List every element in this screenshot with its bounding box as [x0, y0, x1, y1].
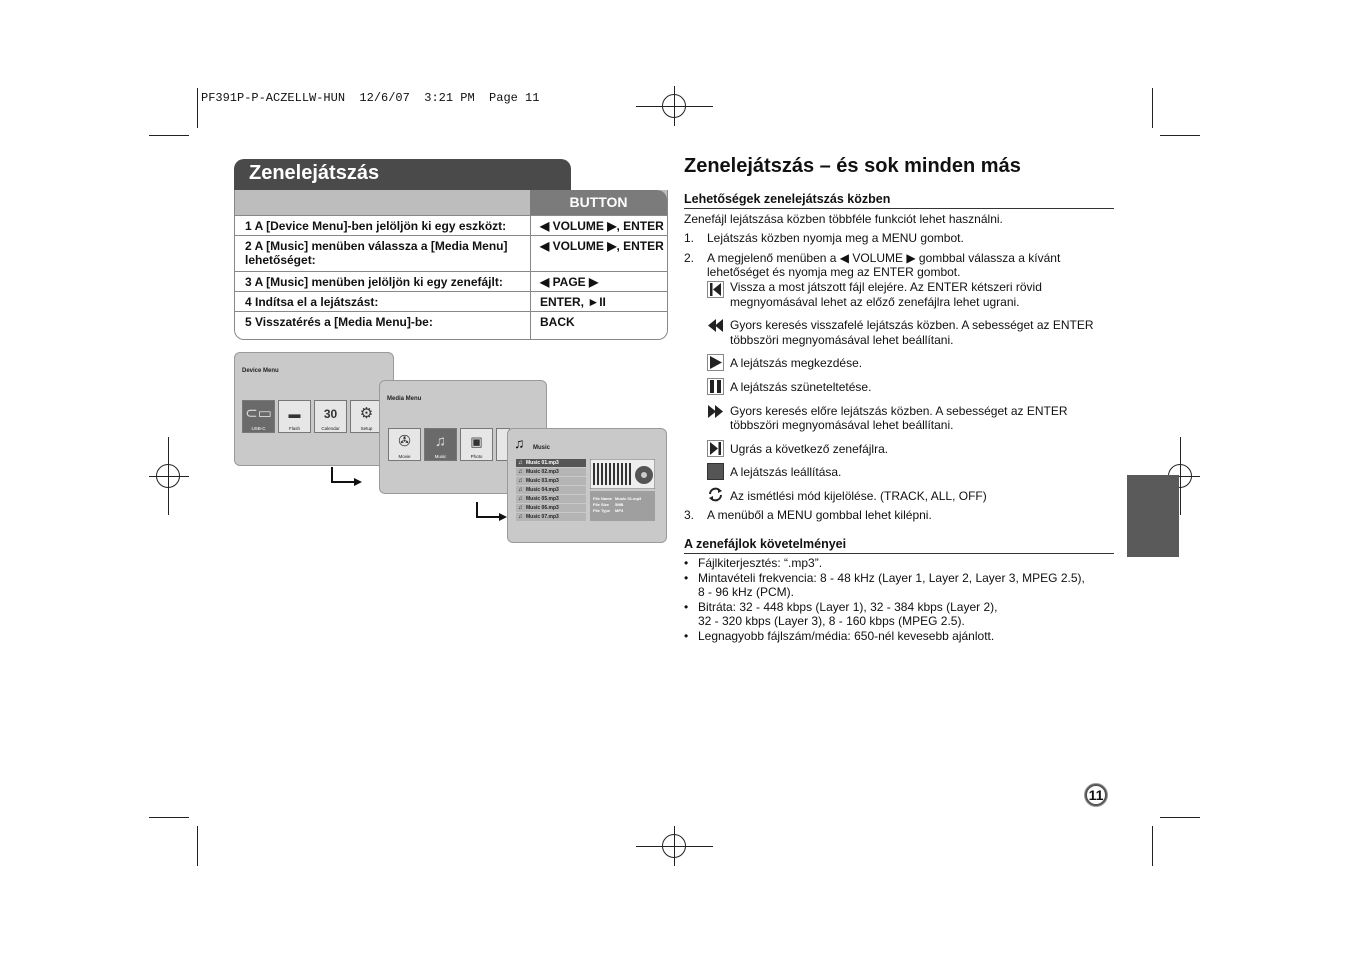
list-item[interactable]: ♫ Music 02.mp3 [516, 468, 586, 476]
table-row: 4 Indítsa el a lejátszást: ENTER, ►II [235, 291, 667, 312]
subheading-requirements: A zenefájlok követelményei [684, 537, 1114, 554]
device-menu-screen [234, 352, 394, 466]
section-title: Zenelejátszás [249, 162, 380, 184]
table-header [235, 190, 667, 215]
page-number: 11 [1085, 784, 1107, 806]
language-tab [1127, 475, 1179, 557]
media-menu-title: Media Menu [387, 396, 422, 402]
movie-reel-icon: ✇ Movie [388, 428, 421, 461]
file-info-panel: File Name Music 01.mp3 File Size 5MB File Type MP3 [590, 491, 655, 521]
step-2-text: A megjelenő menüben a ◀ VOLUME ▶ gombbal válassza a kívánt [707, 251, 1061, 265]
table-row: 2 A [Music] menüben válassza a [Media Menu] lehetőséget: ◀ VOLUME ▶, ENTER [235, 235, 667, 271]
intro-text: Zenefájl lejátszása közben többféle funkciót lehet használni. [684, 212, 1003, 226]
button-column-header: BUTTON [530, 190, 667, 215]
skip-back-icon [707, 281, 724, 298]
table-row: 5 Visszatérés a [Media Menu]-be: BACK [235, 311, 667, 340]
list-item: Fájlkiterjesztés: “.mp3”. [698, 556, 823, 570]
play-icon [707, 354, 724, 371]
rewind-icon [707, 317, 724, 334]
page-title: Zenelejátszás – és sok minden más [684, 155, 1021, 177]
step-3-text: A menüből a MENU gombbal lehet kilépni. [707, 508, 932, 522]
list-item: Mintavételi frekvencia: 8 - 48 kHz (Layer 1, Layer 2, Layer 3, MPEG 2.5), [698, 571, 1085, 585]
music-note-icon: ♫ Music [424, 428, 457, 461]
music-screen [507, 428, 667, 543]
repeat-icon [707, 486, 724, 503]
music-file-list [516, 459, 586, 522]
skip-forward-icon [707, 440, 724, 457]
step-1-text: Lejátszás közben nyomja meg a MENU gombot. [707, 231, 964, 245]
list-item[interactable]: ♫ Music 03.mp3 [516, 477, 586, 485]
list-item: Legnagyobb fájlszám/média: 650-nél kevesebb ajánlott. [698, 629, 995, 643]
calendar-icon: 30 Calendar [314, 400, 347, 433]
arrow-icon [471, 500, 511, 522]
list-item: Bitráta: 32 - 448 kbps (Layer 1), 32 - 384 kbps (Layer 2), [698, 600, 998, 614]
flash-card-icon: ▬ Flash [278, 400, 311, 433]
list-item[interactable]: ♫ Music 04.mp3 [516, 486, 586, 494]
fast-forward-icon [707, 403, 724, 420]
photo-icon: ▣ Photo [460, 428, 493, 461]
list-item[interactable]: ♫ Music 05.mp3 [516, 495, 586, 503]
music-note-icon: ♫ [514, 435, 525, 451]
table-row: 1 A [Device Menu]-ben jelöljön ki egy eszközt: ◀ VOLUME ▶, ENTER [235, 215, 667, 236]
device-menu-title: Device Menu [242, 368, 279, 374]
list-item[interactable]: ♫ Music 01.mp3 [516, 459, 586, 467]
list-item[interactable]: ♫ Music 07.mp3 [516, 513, 586, 521]
arrow-icon [326, 465, 366, 487]
music-title: Music [533, 445, 551, 451]
equalizer-icon [590, 459, 655, 489]
usb-icon: ⊂▭ USB-C [242, 400, 275, 433]
print-slug: PF391P-P-ACZELLW-HUN 12/6/07 3:21 PM Page 11 [201, 91, 540, 105]
button-table [234, 190, 668, 340]
stop-icon [707, 463, 724, 480]
step-2-text: lehetőséget és nyomja meg az ENTER gombot. [707, 265, 961, 279]
subheading-options: Lehetőségek zenelejátszás közben [684, 192, 1114, 209]
pause-icon [707, 378, 724, 395]
list-item[interactable]: ♫ Music 06.mp3 [516, 504, 586, 512]
section-title-tab [234, 159, 571, 193]
gear-icon: ⚙ Setup [350, 400, 383, 433]
table-row: 3 A [Music] menüben jelöljön ki egy zenefájlt: ◀ PAGE ▶ [235, 271, 667, 292]
